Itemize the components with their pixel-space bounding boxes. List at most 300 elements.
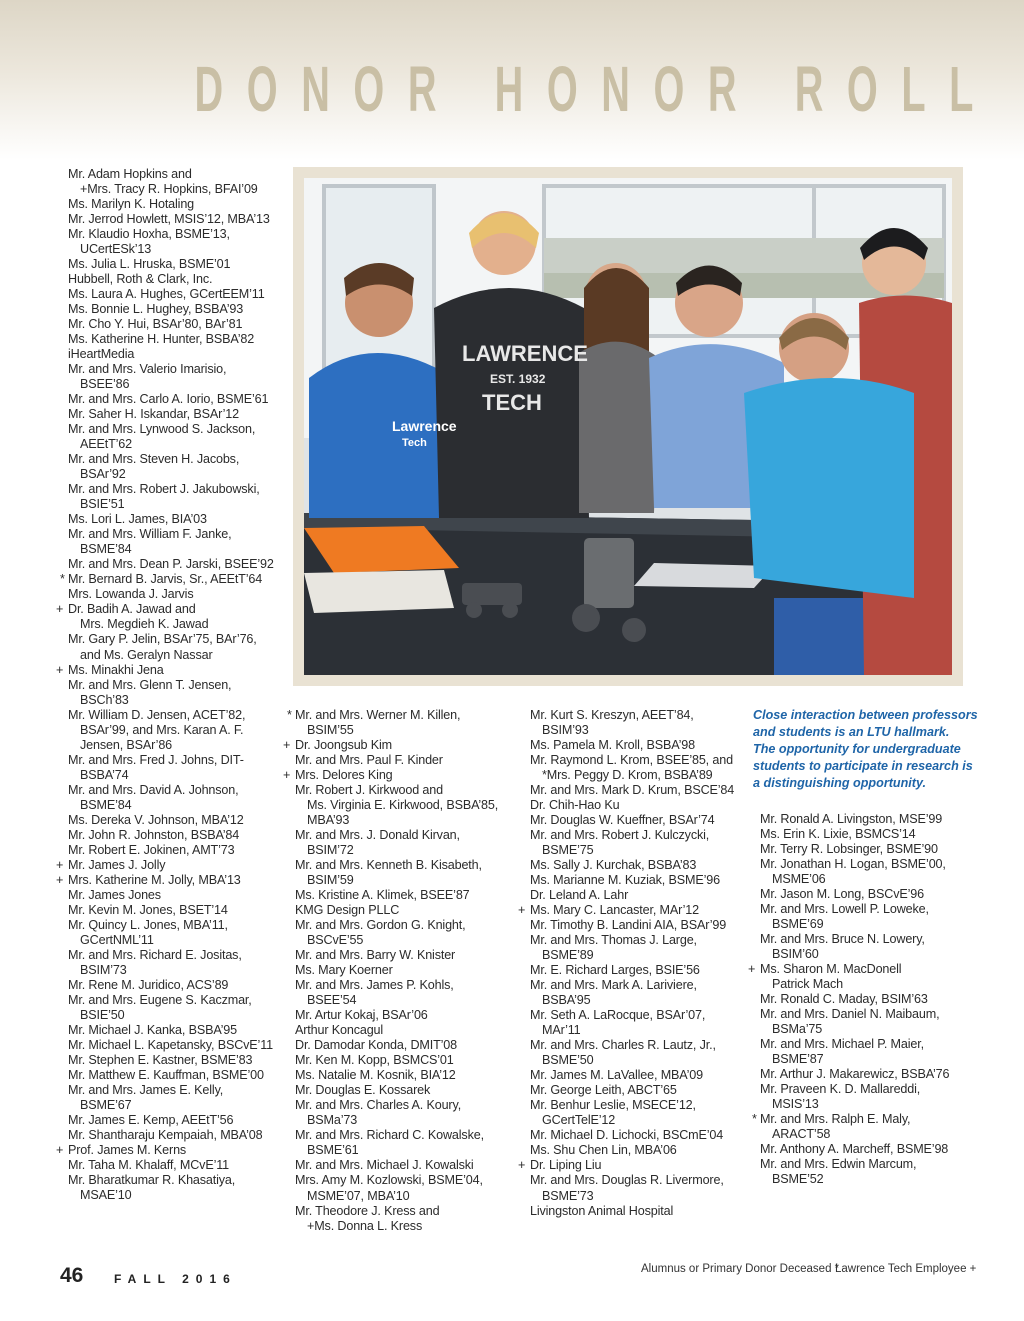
donor-line: Mr. Bharatkumar R. Khasatiya, [68, 1173, 236, 1188]
donor-entry [748, 1142, 949, 1157]
donor-line: Mr. Robert E. Jokinen, AMT’73 [68, 842, 235, 857]
donor-entry [283, 948, 498, 963]
caption-line: The opportunity for undergraduate [753, 742, 961, 756]
donor-line: Mr. Kurt S. Kreszyn, AEET’84, [530, 708, 694, 722]
donor-line: BSIM’93 [542, 723, 589, 738]
donor-entry [283, 978, 498, 1008]
deceased-marker: * [287, 708, 292, 722]
donor-entry [518, 1068, 734, 1083]
donor-line: BSME’84 [80, 542, 132, 557]
donor-entry [748, 932, 949, 962]
donor-entry [518, 813, 734, 828]
donor-line: Mr. and Mrs. Carlo A. Iorio, BSME’61 [68, 392, 269, 407]
donor-entry [283, 1098, 498, 1128]
donor-entry [56, 813, 274, 828]
donor-line: Mr. Gary P. Jelin, BSAr’75, BAr’76, [68, 632, 257, 647]
donor-line: MSIS’13 [772, 1097, 819, 1112]
shirt-text: TECH [482, 390, 542, 415]
donor-entry [518, 783, 734, 798]
donor-entry [748, 842, 949, 857]
donor-line: Mr. Kevin M. Jones, BSET’14 [68, 902, 228, 917]
donor-entry [56, 287, 274, 302]
donor-line: GCertTelE’12 [542, 1113, 616, 1128]
donor-entry [56, 167, 274, 197]
donor-line: Mrs. Megdieh K. Jawad [80, 617, 209, 632]
donor-line: Mr. Saher H. Iskandar, BSAr’12 [68, 407, 239, 422]
donor-line: MSAE’10 [80, 1188, 132, 1203]
donor-line: BSME’84 [80, 797, 132, 812]
donor-line: Mr. E. Richard Larges, BSIE’56 [530, 963, 700, 978]
donor-entry [56, 663, 274, 678]
donor-line: Ms. Marilyn K. Hotaling [68, 197, 195, 212]
donor-line: Mr. and Mrs. Dean P. Jarski, BSEE’92 [68, 557, 274, 572]
donor-entry [518, 1098, 734, 1128]
donor-line: Mr. and Mrs. Michael P. Maier, [760, 1037, 924, 1052]
donor-entry [56, 512, 274, 527]
donor-line: Ms. Pamela M. Kroll, BSBA’98 [530, 738, 695, 753]
donor-line: Mr. and Mrs. Edwin Marcum, [760, 1157, 917, 1172]
page-number: 46 [60, 1264, 84, 1287]
donor-line: BSME’50 [542, 1053, 594, 1068]
issue-label: FALL 2016 [114, 1272, 237, 1286]
donor-line: Mrs. Katherine M. Jolly, MBA’13 [68, 872, 241, 887]
donor-line: Mr. Seth A. LaRocque, BSAr’07, [530, 1008, 706, 1023]
donor-entry [56, 632, 274, 662]
donor-line: Mr. Artur Kokaj, BSAr’06 [295, 1008, 428, 1023]
employee-marker: + [56, 602, 64, 617]
donor-line: Mr. Ronald A. Livingston, MSE’99 [760, 812, 943, 826]
donor-line: Mr. Jason M. Long, BSCvE’96 [760, 887, 924, 902]
donor-column-2 [283, 708, 498, 1234]
shirt-text: EST. 1932 [490, 372, 546, 386]
donor-entry [283, 783, 498, 828]
donor-line: Mr. Michael L. Kapetansky, BSCvE’11 [68, 1037, 273, 1052]
donor-line: Mr. Michael J. Kanka, BSBA’95 [68, 1022, 238, 1037]
donor-entry [518, 873, 734, 888]
donor-entry [283, 1128, 498, 1158]
donor-entry [56, 783, 274, 813]
donor-line: Mr. Raymond L. Krom, BSEE’85, and [530, 753, 733, 768]
donor-line: Mr. and Mrs. Richard C. Kowalske, [295, 1128, 484, 1143]
donor-line: Mr. Quincy L. Jones, MBA’11, [68, 917, 228, 932]
shirt-text: Lawrence [392, 418, 457, 434]
donor-line: MAr’11 [542, 1023, 581, 1038]
caption-line: students to participate in research is [753, 759, 973, 773]
donor-entry [748, 902, 949, 932]
donor-entry [56, 843, 274, 858]
donor-line: BSMa’73 [307, 1113, 358, 1128]
donor-line: Ms. Shu Chen Lin, MBA’06 [530, 1143, 677, 1158]
donor-line: BSAr’99, and Mrs. Karan A. F. [80, 722, 244, 737]
deceased-marker: * [60, 572, 65, 587]
donor-entry [56, 257, 274, 272]
donor-entry [748, 1082, 949, 1112]
donor-column-1 [56, 167, 274, 1203]
donor-line: Ms. Mary C. Lancaster, MAr’12 [530, 903, 699, 918]
donor-entry [56, 392, 274, 407]
donor-line: Mr. James M. LaVallee, MBA’09 [530, 1068, 703, 1083]
caption-line: a distinguishing opportunity. [753, 776, 927, 790]
donor-entry [56, 948, 274, 978]
donor-entry [56, 678, 274, 708]
donor-line: *Mrs. Peggy D. Krom, BSBA’89 [542, 768, 713, 783]
photo-caption [753, 707, 978, 792]
donor-entry [56, 362, 274, 392]
donor-line: MSME’06 [772, 872, 826, 887]
donor-line: MSME’07, MBA’10 [307, 1188, 410, 1203]
donor-entry [56, 452, 274, 482]
donor-line: Mr. and Mrs. Paul F. Kinder [295, 753, 443, 768]
donor-entry [56, 1158, 274, 1173]
donor-entry [518, 1204, 734, 1219]
donor-entry [518, 918, 734, 933]
employee-marker: + [283, 738, 291, 753]
donor-entry [283, 1008, 498, 1023]
donor-line: Mr. and Mrs. Fred J. Johns, DIT- [68, 752, 244, 767]
donor-line: BSIE’51 [80, 497, 125, 512]
donor-line: Mr. and Mrs. Douglas R. Livermore, [530, 1173, 724, 1188]
donor-line: Mr. and Mrs. Steven H. Jacobs, [68, 452, 240, 467]
donor-line: Ms. Sally J. Kurchak, BSBA’83 [530, 858, 697, 873]
donor-line: BSME’52 [772, 1172, 824, 1187]
donor-entry [748, 887, 949, 902]
donor-line: Mr. and Mrs. Thomas J. Large, [530, 933, 697, 948]
donor-entry [283, 1204, 498, 1234]
donor-line: Mr. Taha M. Khalaff, MCvE’11 [68, 1158, 229, 1173]
donor-line: +Mrs. Tracy R. Hopkins, BFAI’09 [80, 182, 258, 197]
donor-line: Mr. and Mrs. Robert J. Jakubowski, [68, 482, 260, 497]
donor-line: Mr. William D. Jensen, ACET’82, [68, 707, 246, 722]
donor-line: Mr. Bernard B. Jarvis, Sr., AEEtT’64 [68, 572, 263, 587]
donor-line: BSIM’60 [772, 947, 819, 962]
donor-entry [283, 1023, 498, 1038]
donor-entry [748, 962, 949, 992]
donor-line: +Ms. Donna L. Kress [307, 1218, 423, 1233]
donor-line: Ms. Kristine A. Klimek, BSEE’87 [295, 888, 470, 903]
donor-line: Mr. Ronald C. Maday, BSIM’63 [760, 992, 928, 1007]
donor-line: BSIM’55 [307, 723, 354, 738]
employee-marker: + [748, 962, 756, 977]
donor-line: Arthur Koncagul [295, 1023, 384, 1038]
donor-entry [518, 1038, 734, 1068]
donor-entry [56, 903, 274, 918]
donor-line: Mr. and Mrs. David A. Johnson, [68, 782, 239, 797]
donor-line: Mr. and Mrs. Robert J. Kulczycki, [530, 828, 710, 843]
employee-marker: + [283, 768, 291, 783]
donor-line: Mr. James E. Kemp, AEEtT’56 [68, 1112, 234, 1127]
donor-line: BSIE’50 [80, 1007, 125, 1022]
donor-entry [518, 858, 734, 873]
donor-line: Ms. Erin K. Lixie, BSMCS’14 [760, 827, 916, 842]
donor-line: Mr. Stephen E. Kastner, BSME’83 [68, 1052, 253, 1067]
donor-entry [518, 708, 734, 738]
donor-entry [56, 212, 274, 227]
donor-line: Dr. Chih-Hao Ku [530, 798, 620, 813]
donor-line: Mr. and Mrs. Valerio Imarisio, [68, 362, 227, 377]
donor-line: Patrick Mach [772, 977, 843, 992]
donor-line: BSME’75 [542, 843, 594, 858]
donor-entry [283, 1068, 498, 1083]
donor-entry [748, 1007, 949, 1037]
donor-entry [56, 1173, 274, 1203]
donor-line: Mr. Ken M. Kopp, BSMCS’01 [295, 1053, 454, 1068]
donor-line: MBA’93 [307, 813, 350, 828]
page-title: DONOR HONOR ROLL [194, 53, 997, 125]
donor-entry [283, 768, 498, 783]
donor-entry [748, 992, 949, 1007]
donor-line: KMG Design PLLC [295, 903, 400, 918]
donor-entry [283, 858, 498, 888]
donor-line: BSME’67 [80, 1097, 132, 1112]
donor-line: Mr. John R. Johnston, BSBA’84 [68, 827, 240, 842]
donor-entry [56, 527, 274, 557]
donor-line: iHeartMedia [68, 347, 135, 362]
donor-line: Prof. James M. Kerns [68, 1143, 187, 1158]
donor-line: Ms. Julia L. Hruska, BSME’01 [68, 257, 231, 272]
donor-line: BSIM’59 [307, 873, 354, 888]
donor-line: AEEtT’62 [80, 437, 132, 452]
donor-line: Dr. Damodar Konda, DMIT’08 [295, 1038, 457, 1053]
donor-line: Mr. and Mrs. Glenn T. Jensen, [68, 677, 232, 692]
caption-line: and students is an LTU hallmark. [753, 725, 950, 739]
donor-entry [283, 963, 498, 978]
donor-line: Hubbell, Roth & Clark, Inc. [68, 272, 213, 287]
donor-entry [56, 332, 274, 347]
donor-entry [283, 753, 498, 768]
donor-entry [518, 1143, 734, 1158]
donor-entry [56, 1038, 274, 1053]
donor-line: Ms. Marianne M. Kuziak, BSME’96 [530, 873, 720, 888]
donor-line: Mr. and Mrs. Mark D. Krum, BSCE’84 [530, 783, 735, 798]
donor-line: Mr. Robert J. Kirkwood and [295, 783, 443, 798]
donor-line: Mr. and Mrs. William F. Janke, [68, 527, 232, 542]
donor-line: Ms. Natalie M. Kosnik, BIA’12 [295, 1068, 456, 1083]
donor-entry [56, 1023, 274, 1038]
donor-entry [56, 422, 274, 452]
employee-marker: + [56, 1143, 64, 1158]
donor-line: Mrs. Amy M. Kozlowski, BSME’04, [295, 1173, 483, 1188]
donor-entry [56, 407, 274, 422]
donor-line: Mr. Jonathan H. Logan, BSME’00, [760, 857, 946, 872]
donor-entry [56, 978, 274, 993]
donor-entry [518, 1083, 734, 1098]
donor-line: Mr. and Mrs. Kenneth B. Kisabeth, [295, 858, 482, 873]
donor-line: Mr. Douglas W. Kueffner, BSAr’74 [530, 813, 715, 828]
donor-entry [518, 1158, 734, 1173]
donor-line: Ms. Laura A. Hughes, GCertEEM’11 [68, 287, 265, 302]
donor-entry [283, 888, 498, 903]
donor-line: Mr. and Mrs. Michael J. Kowalski [295, 1158, 474, 1173]
donor-line: Ms. Lori L. James, BIA’03 [68, 512, 207, 527]
donor-line: Dr. Leland A. Lahr [530, 888, 629, 903]
donor-entry [748, 1157, 949, 1187]
donor-line: Mr. and Mrs. J. Donald Kirvan, [295, 828, 460, 843]
donor-entry [748, 1067, 949, 1082]
donor-entry [56, 873, 274, 888]
donor-entry [56, 828, 274, 843]
donor-entry [518, 1173, 734, 1203]
donor-line: BSCh’83 [80, 692, 129, 707]
donor-entry [56, 753, 274, 783]
donor-entry [518, 903, 734, 918]
donor-line: Mr. and Mrs. Charles R. Lautz, Jr., [530, 1038, 716, 1053]
donor-entry [56, 1083, 274, 1113]
donor-entry [518, 1008, 734, 1038]
donor-line: Ms. Bonnie L. Hughey, BSBA’93 [68, 302, 244, 317]
donor-entry [56, 572, 274, 587]
donor-line: BSBA’95 [542, 993, 591, 1008]
employee-marker: + [56, 872, 64, 887]
donor-line: Mr. and Mrs. Charles A. Koury, [295, 1098, 462, 1113]
caption-line: Close interaction between professors [753, 708, 978, 722]
donor-line: Mr. and Mrs. James P. Kohls, [295, 978, 454, 993]
donor-column-4 [748, 812, 949, 1187]
donor-entry [518, 738, 734, 753]
employee-marker: + [56, 857, 64, 872]
donor-entry [56, 1113, 274, 1128]
donor-entry [56, 272, 274, 287]
donor-entry [748, 1037, 949, 1067]
donor-line: ARACT’58 [772, 1127, 831, 1142]
donor-entry [283, 918, 498, 948]
donor-line: Mr. Rene M. Juridico, ACS’89 [68, 977, 229, 992]
donor-entry [56, 888, 274, 903]
donor-line: Mr. Matthew E. Kauffman, BSME’00 [68, 1067, 264, 1082]
donor-line: Ms. Mary Koerner [295, 963, 393, 978]
legend-employee: Lawrence Tech Employee + [835, 1263, 977, 1275]
deceased-marker: * [752, 1112, 757, 1127]
donor-line: Mr. and Mrs. Richard E. Jositas, [68, 947, 242, 962]
donor-line: Mr. James J. Jolly [68, 857, 166, 872]
donor-line: BSME’61 [307, 1143, 359, 1158]
donor-entry [283, 738, 498, 753]
donor-line: Mr. Arthur J. Makarewicz, BSBA’76 [760, 1067, 950, 1082]
donor-line: Ms. Sharon M. MacDonell [760, 962, 902, 977]
donor-line: Mr. Jerrod Howlett, MSIS’12, MBA’13 [68, 212, 270, 227]
donor-line: BSME’87 [772, 1052, 824, 1067]
donor-entry [283, 1083, 498, 1098]
donor-line: Mr. Terry R. Lobsinger, BSME’90 [760, 842, 938, 857]
donor-line: BSEE’54 [307, 993, 357, 1008]
donor-entry [56, 227, 274, 257]
donor-entry [518, 828, 734, 858]
donor-entry [56, 918, 274, 948]
employee-marker: + [56, 662, 64, 677]
donor-entry [56, 1053, 274, 1068]
donor-line: Mr. Shantharaju Kempaiah, MBA’08 [68, 1128, 263, 1142]
donor-line: Mr. and Mrs. Barry W. Knister [295, 948, 456, 963]
donor-entry [518, 753, 734, 783]
donor-entry [56, 587, 274, 602]
donor-line: Mr. and Mrs. Lynwood S. Jackson, [68, 422, 256, 437]
donor-entry [748, 1112, 949, 1142]
donor-entry [748, 857, 949, 887]
donor-line: BSAr’92 [80, 467, 126, 482]
donor-line: Mr. and Mrs. Mark A. Lariviere, [530, 978, 697, 993]
donor-line: Ms. Dereka V. Johnson, MBA’12 [68, 812, 244, 827]
donor-line: Mr. Michael D. Lichocki, BSCmE’04 [530, 1128, 724, 1143]
donor-line: Mr. Adam Hopkins and [68, 167, 192, 181]
donor-line: Mr. George Leith, ABCT’65 [530, 1083, 677, 1098]
donor-line: BSCvE’55 [307, 933, 364, 948]
donor-entry [283, 1173, 498, 1203]
donor-line: BSIM’73 [80, 962, 127, 977]
donor-entry [518, 798, 734, 813]
donor-line: BSEE’86 [80, 377, 130, 392]
donor-entry [748, 812, 949, 827]
donor-line: BSME’73 [542, 1188, 594, 1203]
donor-line: Mr. and Mrs. Bruce N. Lowery, [760, 932, 925, 947]
donor-line: Mrs. Lowanda J. Jarvis [68, 587, 194, 602]
donor-line: BSBA’74 [80, 767, 129, 782]
donor-line: Dr. Badih A. Jawad and [68, 602, 196, 617]
donor-line: Mr. and Mrs. James E. Kelly, [68, 1082, 224, 1097]
donor-line: BSMa’75 [772, 1022, 823, 1037]
donor-entry [56, 197, 274, 212]
donor-entry [56, 302, 274, 317]
donor-line: Mr. and Mrs. Lowell P. Loweke, [760, 902, 929, 917]
donor-line: and Ms. Geralyn Nassar [80, 647, 213, 662]
donor-entry [56, 347, 274, 362]
donor-entry [283, 1038, 498, 1053]
donor-entry [518, 963, 734, 978]
donor-line: Mr. Praveen K. D. Mallareddi, [760, 1082, 921, 1097]
donor-line: Mr. Cho Y. Hui, BSAr’80, BAr’81 [68, 317, 243, 332]
students-with-robots-photo [304, 178, 952, 675]
legend-deceased: Alumnus or Primary Donor Deceased * [641, 1263, 840, 1275]
donor-line: Dr. Joongsub Kim [295, 738, 392, 753]
donor-line: Mr. James Jones [68, 887, 161, 902]
donor-entry [56, 1143, 274, 1158]
donor-entry [56, 482, 274, 512]
donor-entry [56, 602, 274, 632]
donor-line: Mr. and Mrs. Gordon G. Knight, [295, 918, 466, 933]
donor-line: Mr. Theodore J. Kress and [295, 1203, 440, 1218]
donor-line: Mr. and Mrs. Eugene S. Kaczmar, [68, 992, 252, 1007]
donor-line: Mrs. Delores King [295, 768, 393, 783]
employee-marker: + [518, 1158, 526, 1173]
donor-entry [283, 708, 498, 738]
donor-line: GCertNML’11 [80, 932, 154, 947]
donor-line: Ms. Virginia E. Kirkwood, BSBA’85, [307, 798, 499, 813]
donor-line: Mr. Timothy B. Landini AIA, BSAr’99 [530, 918, 727, 933]
donor-line: Jensen, BSAr’86 [80, 737, 173, 752]
donor-column-3 [518, 708, 734, 1219]
donor-entry [518, 1128, 734, 1143]
donor-line: Mr. and Mrs. Daniel N. Maibaum, [760, 1007, 940, 1022]
donor-entry [56, 317, 274, 332]
donor-line: Livingston Animal Hospital [530, 1203, 674, 1218]
employee-marker: + [518, 903, 526, 918]
donor-entry [56, 1128, 274, 1143]
donor-entry [56, 557, 274, 572]
donor-entry [283, 1158, 498, 1173]
donor-line: BSME’69 [772, 917, 824, 932]
donor-line: Dr. Liping Liu [530, 1158, 602, 1173]
shirt-text: LAWRENCE [462, 341, 588, 366]
donor-line: Mr. Anthony A. Marcheff, BSME’98 [760, 1142, 949, 1157]
donor-entry [518, 978, 734, 1008]
donor-entry [283, 828, 498, 858]
donor-line: Mr. Benhur Leslie, MSECE’12, [530, 1098, 696, 1113]
donor-entry [56, 993, 274, 1023]
donor-line: BSME’89 [542, 948, 594, 963]
shirt-text: Tech [402, 437, 427, 449]
donor-line: Ms. Katherine H. Hunter, BSBA’82 [68, 332, 255, 347]
donor-entry [283, 1053, 498, 1068]
donor-entry [748, 827, 949, 842]
donor-entry [56, 858, 274, 873]
